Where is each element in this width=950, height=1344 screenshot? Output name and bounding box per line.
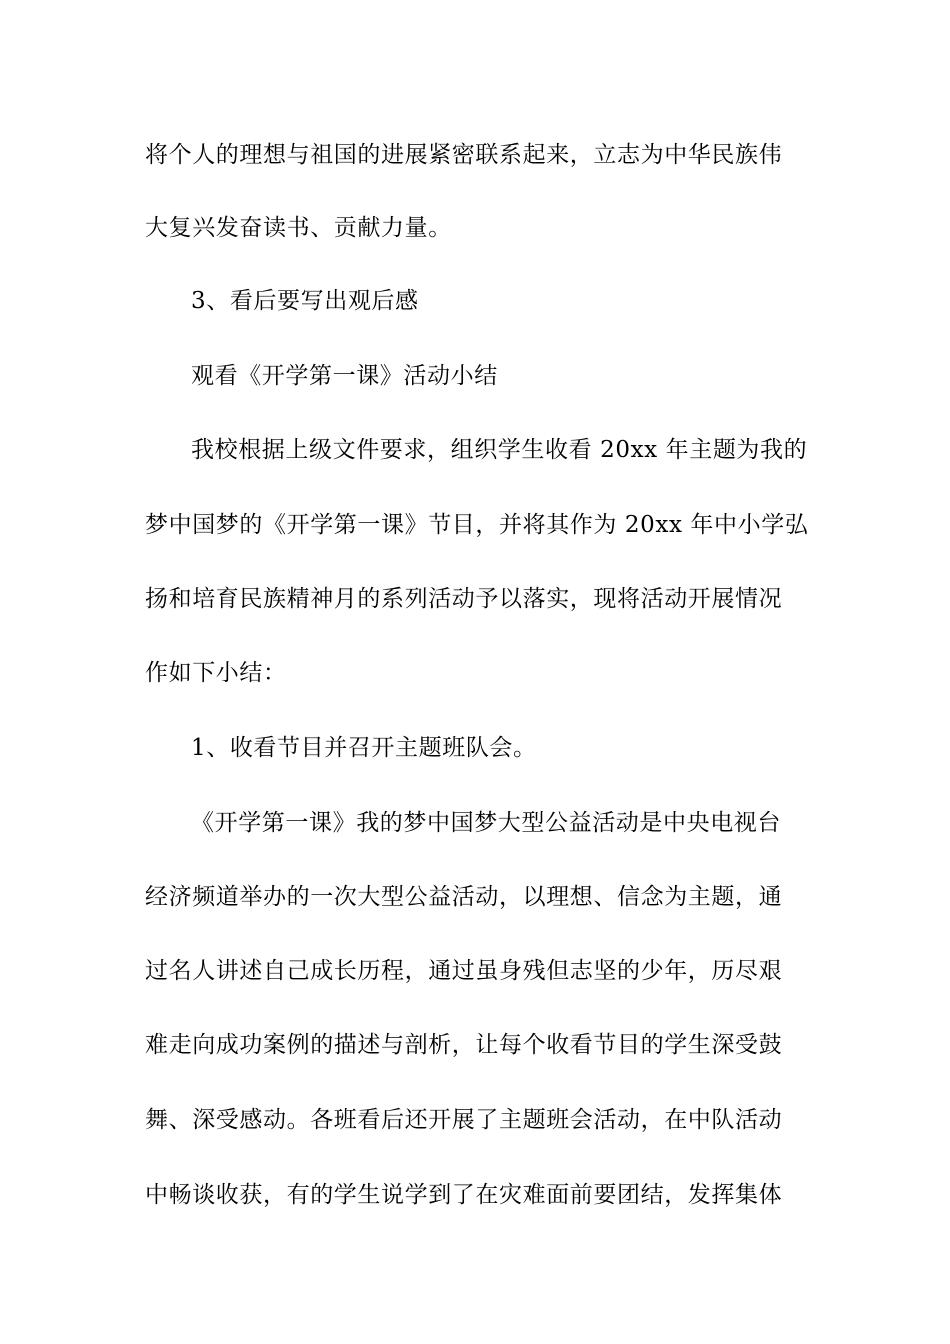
text-line-12: 过名人讲述自己成长历程，通过虽身残但志坚的少年，历尽艰 <box>145 958 783 984</box>
text-line-2: 大复兴发奋读书、贡献力量。 <box>145 215 452 241</box>
text-line-8: 作如下小结： <box>145 660 287 686</box>
text-line-5: 我校根据上级文件要求，组织学生收看 20xx 年主题为我的 <box>191 437 808 463</box>
list-item-heading-3: 3、看后要写出观后感 <box>191 288 419 314</box>
text-line-1: 将个人的理想与祖国的进展紧密联系起来，立志为中华民族伟 <box>145 142 783 168</box>
text-line-7: 扬和培育民族精神月的系列活动予以落实，现将活动开展情况 <box>145 586 783 612</box>
text-line-10: 《开学第一课》我的梦中国梦大型公益活动是中央电视台 <box>191 810 781 836</box>
text-line-13: 难走向成功案例的描述与剖析，让每个收看节目的学生深受鼓 <box>145 1032 783 1058</box>
text-line-11: 经济频道举办的一次大型公益活动，以理想、信念为主题，通 <box>145 884 783 910</box>
text-line-15: 中畅谈收获，有的学生说学到了在灾难面前要团结，发挥集体 <box>145 1182 783 1208</box>
text-line-14: 舞、深受感动。各班看后还开展了主题班会活动，在中队活动 <box>145 1107 783 1133</box>
section-title: 观看《开学第一课》活动小结 <box>191 363 498 389</box>
text-line-6: 梦中国梦的《开学第一课》节目，并将其作为 20xx 年中小学弘 <box>145 512 809 538</box>
list-item-heading-1: 1、收看节目并召开主题班队会。 <box>191 735 537 761</box>
